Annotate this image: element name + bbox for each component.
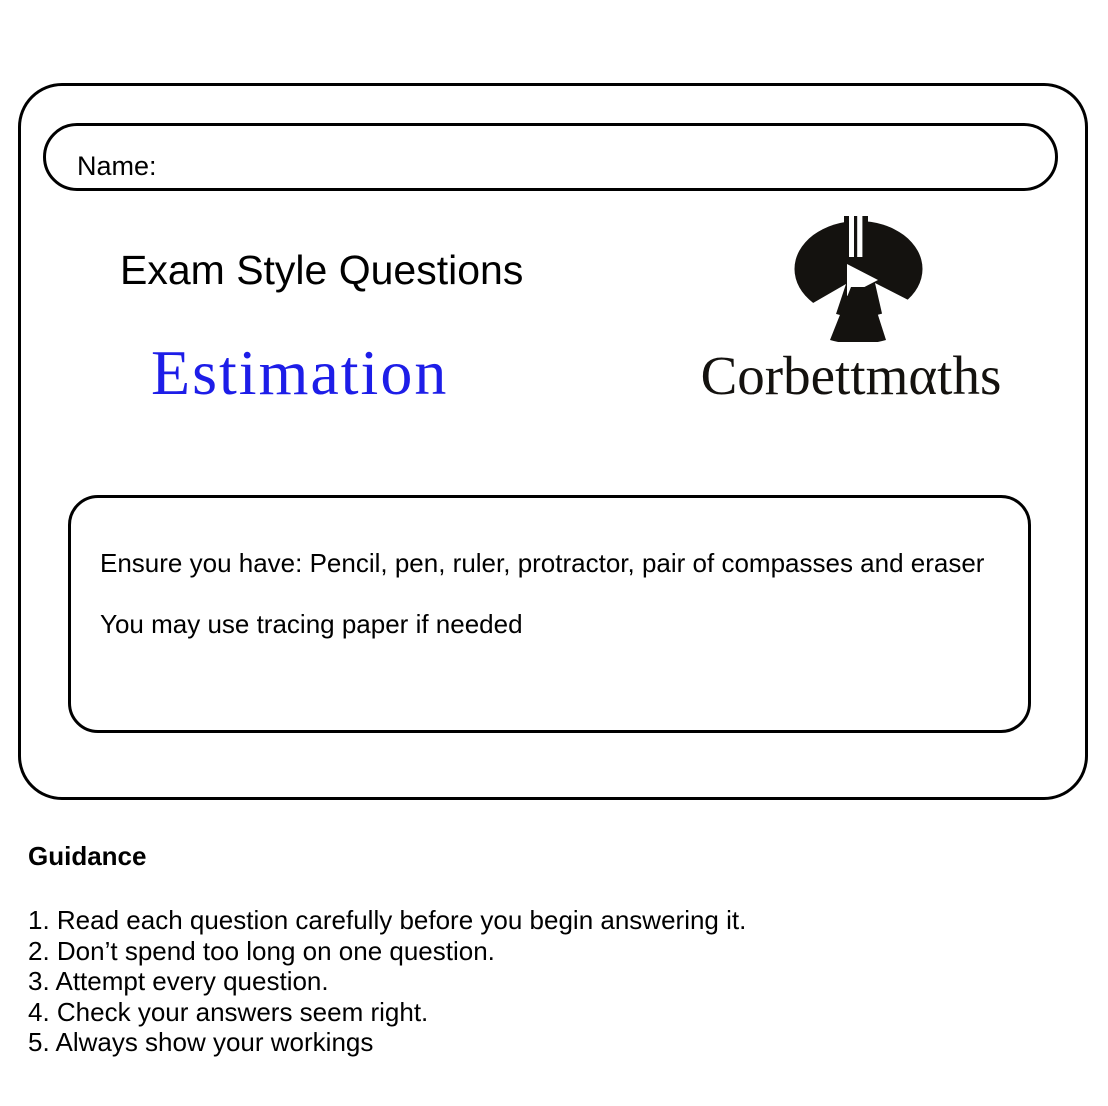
exam-style-questions-title: Exam Style Questions bbox=[120, 247, 524, 293]
worksheet-header-panel bbox=[18, 83, 1088, 800]
brand-name: Corbettmαths bbox=[700, 345, 1002, 406]
guidance-list bbox=[28, 905, 1078, 1058]
equipment-note-box bbox=[68, 495, 1031, 733]
corbettmaths-play-circle-icon bbox=[794, 216, 923, 342]
guidance-item-4: 4. Check your answers seem right. bbox=[28, 996, 429, 1027]
name-label: Name: bbox=[77, 151, 157, 181]
name-field[interactable] bbox=[43, 123, 1058, 191]
equipment-line-1: Ensure you have: Pencil, pen, ruler, protractor, pair of compasses and eraser bbox=[100, 548, 985, 578]
topic-title: Estimation bbox=[151, 337, 449, 408]
guidance-item-2: 2. Don’t spend too long on one question. bbox=[28, 935, 495, 966]
guidance-heading: Guidance bbox=[28, 841, 147, 871]
equipment-line-2: You may use tracing paper if needed bbox=[100, 609, 523, 639]
guidance-section bbox=[28, 841, 1078, 1057]
guidance-item-1: 1. Read each question carefully before you begin answering it. bbox=[28, 905, 747, 935]
guidance-item-3: 3. Attempt every question. bbox=[28, 966, 329, 996]
guidance-item-5: 5. Always show your workings bbox=[28, 1027, 374, 1057]
corbettmaths-logo bbox=[621, 216, 1081, 416]
